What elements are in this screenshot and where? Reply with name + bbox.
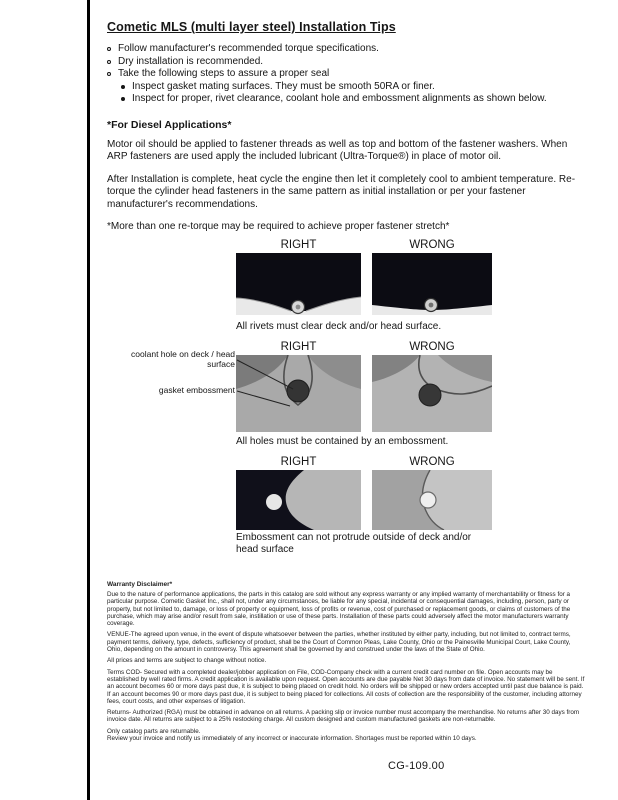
- protrusion-caption: Embossment can not protrude outside of deck and/or head surface: [236, 532, 472, 555]
- prices-paragraph: All prices and terms are subject to change without notice.: [107, 657, 267, 665]
- bullet-text: Take the following steps to assure a proper seal: [118, 68, 330, 79]
- bullet-item: [107, 56, 585, 69]
- rivet-caption: All rivets must clear deck and/or head surface.: [236, 321, 442, 332]
- heat-cycle-paragraph: After Installation is complete, heat cycle the engine then let it completely cool to ambient temperature. Re-torque the cylinder head fasteners in the same pattern as initial installation or per your fastener manufacturer's recommendations.: [107, 173, 576, 210]
- retorque-note: *More than one re-torque may be required to achieve proper fastener stretch*: [107, 221, 450, 232]
- page-code: CG-109.00: [388, 760, 445, 772]
- warranty-heading: Warranty Disclaimer*: [107, 581, 173, 588]
- holes-caption: All holes must be contained by an embossment.: [236, 436, 449, 447]
- rivet-clearance-wrong-diagram: [372, 253, 492, 315]
- review-invoice-line: Review your invoice and notify us immediately of any incorrect or inaccurate information. Shortages must be reported within 10 days.: [107, 735, 477, 743]
- page-content: [107, 20, 585, 742]
- bullet-item: [107, 43, 585, 56]
- diesel-applications-heading: *For Diesel Applications*: [107, 118, 232, 131]
- wrong-label-row2: WRONG: [409, 341, 455, 353]
- embossment-protrusion-right-diagram: [236, 470, 361, 530]
- page-edge-line: [87, 0, 90, 800]
- wrong-label-row1: WRONG: [409, 239, 455, 251]
- wrong-label-row3: WRONG: [409, 456, 455, 468]
- warranty-disclaimer-section: [107, 581, 585, 742]
- bullet-text: Follow manufacturer's recommended torque specifications.: [118, 43, 379, 54]
- sub-bullet-item: [121, 93, 585, 106]
- embossment-protrusion-wrong-diagram: [372, 470, 492, 530]
- embossment-containment-right-diagram: [236, 355, 361, 432]
- right-label-row2: RIGHT: [280, 341, 317, 353]
- open-bullet-icon: [107, 72, 111, 76]
- open-bullet-icon: [107, 47, 111, 51]
- right-label-row3: RIGHT: [280, 456, 317, 468]
- installation-diagrams: [107, 239, 585, 571]
- gasket-embossment-annotation: gasket embossment: [158, 385, 235, 395]
- rivet-clearance-right-diagram: [236, 253, 361, 315]
- page-title: Cometic MLS (multi layer steel) Installation Tips: [107, 20, 396, 34]
- sub-bullet-text: Inspect gasket mating surfaces. They must be smooth 50RA or finer.: [132, 80, 435, 92]
- coolant-hole-annotation: coolant hole on deck / head surface: [131, 349, 235, 369]
- bullet-text: Dry installation is recommended.: [118, 55, 264, 67]
- sub-bullet-item: [121, 81, 585, 94]
- filled-bullet-icon: [121, 85, 125, 89]
- returns-paragraph: Returns- Authorized (RGA) must be obtained in advance on all returns. A packing slip or invoice number must accompany the merchandise. No returns after 30 days from invoice date. All returns are subject to a 25% restocking charge. All custom designed and custom manufactured gaskets are non-returnable.: [107, 709, 580, 724]
- open-bullet-icon: [107, 60, 111, 64]
- diesel-paragraph: Motor oil should be applied to fastener threads as well as top and bottom of the fastener washers. When ARP fasteners are used apply the included lubricant (Ultra-Torque®) in place of motor oil.: [107, 138, 568, 162]
- catalog-parts-line: Only catalog parts are returnable.: [107, 727, 201, 735]
- warranty-paragraph: Due to the nature of performance applications, the parts in this catalog are sold without any express warranty or any implied warranty of merchantability or fitness for a particular purpose. Cometic Gasket Inc., shall not, under any circumstances, be liable for any special, incidental or consequential damages, including, person, party or property, but not limited to, damage, or loss of property or equipment, loss of profits or revenue, cost of purchased or replacement goods, or claims of customers of the purchase, which may arise and/or result from sale, instillation or use of these parts. Installation of these parts could adversely affect the motor manufacturers warranty coverage.: [107, 591, 571, 628]
- sub-bullet-text: Inspect for proper, rivet clearance, coolant hole and embossment alignments as shown below.: [132, 93, 547, 104]
- terms-paragraph: Terms COD- Secured with a completed dealer/jobber application on File, COD-Company check with a current credit card number on file. Open accounts may be established by well rated firms. A credit application is available upon request. Open accounts are due payable Net 30 days from date of invoice. No statement will be sent. If an account becomes 60 or more days past due, it is subject to being placed on credit hold. No orders will be shipped or new orders accepted until past due balance is paid. If an account becomes 90 or more days past due, it is subject to being placed for collections. All costs of collection are the responsibility of the customer, including attorney fees, court costs, and other expenses of litigation.: [107, 668, 585, 705]
- filled-bullet-icon: [121, 97, 125, 101]
- bullet-item: [107, 68, 585, 81]
- venue-paragraph: VENUE-The agreed upon venue, in the event of dispute whatsoever between the parties, whether instituted by either party, including, but not limited to, contract terms, payment terms, delivery, type, defects, sufficiency of product, shall be the Court of Common Pleas, Lake County, Ohio or the Painesville Municipal Court, Lake County, Ohio, depending on the amount in controversy. This agreement shall be governed by and construed under the laws of the State of Ohio.: [107, 631, 571, 654]
- embossment-containment-wrong-diagram: [372, 355, 492, 432]
- right-label-row1: RIGHT: [280, 239, 317, 251]
